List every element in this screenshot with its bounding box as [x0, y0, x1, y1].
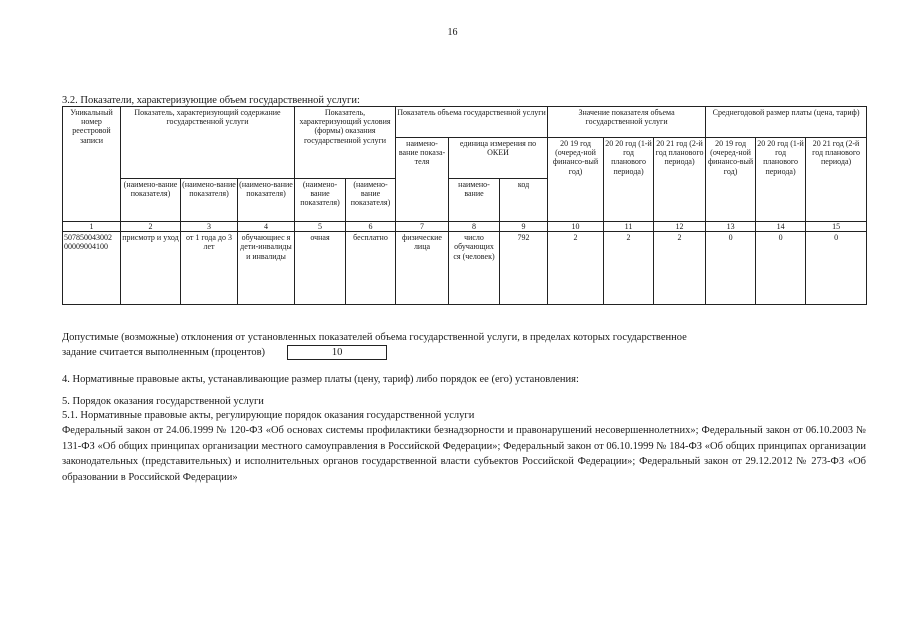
header-value-year-3: 20 21 год (2-й год планового периода) — [654, 138, 706, 222]
volume-indicator-name: физические лица — [396, 232, 449, 305]
volume-indicators-table — [62, 106, 867, 305]
header-sub-name-3: (наимено-вание показателя) — [181, 179, 238, 222]
content-indicator-2: от 1 года до 3 лет — [181, 232, 238, 305]
header-value-group: Значение показателя объема государственной услуги — [548, 107, 706, 138]
column-number: 3 — [181, 222, 238, 232]
value-year-2: 2 — [604, 232, 654, 305]
content-indicator-3: обучающиес я дети-инвалиды и инвалиды — [238, 232, 295, 305]
header-fee-group: Среднегодовой размер платы (цена, тариф) — [706, 107, 867, 138]
table-row — [63, 232, 867, 305]
unit-code: 792 — [500, 232, 548, 305]
volume-table-wrapper — [62, 106, 866, 305]
header-conditions-group: Показатель, характеризующий условия (формы) оказания государственной услуги — [295, 107, 396, 179]
column-number: 1 — [63, 222, 121, 232]
column-number: 2 — [121, 222, 181, 232]
column-number: 11 — [604, 222, 654, 232]
column-number: 9 — [500, 222, 548, 232]
deviation-paragraph — [62, 330, 862, 360]
value-year-3: 2 — [654, 232, 706, 305]
deviation-value-box: 10 — [287, 345, 387, 360]
header-sub-name-6: (наимено-вание показателя) — [346, 179, 396, 222]
unit-name: число обучающих ся (человек) — [449, 232, 500, 305]
condition-indicator-2: бесплатно — [346, 232, 396, 305]
section-5-heading: 5. Порядок оказания государственной услуги — [62, 396, 264, 407]
header-registry: Уникальный номер реестровой записи — [63, 107, 121, 222]
condition-indicator-1: очная — [295, 232, 346, 305]
header-unit-group: единица измерения по ОКЕИ — [449, 138, 548, 179]
column-number: 4 — [238, 222, 295, 232]
column-number: 14 — [756, 222, 806, 232]
laws-paragraph: Федеральный закон от 24.06.1999 № 120-ФЗ «Об основах системы профилактики безнадзорности и правонарушений несовершеннолетних»; Федеральный закон от 06.10.2003 № 131-ФЗ «Об общих принципах организации местного самоуправления в Российской Федерации»; Федеральный закон от 06.10.1999 № 184-ФЗ «Об общих принципах организации законодательных (представительных) и исполнительных органов государственной власти субъектов Российской Федерации»; Федеральный закон от 29.12.2012 № 273-ФЗ «Об образовании в Российской Федерации» — [62, 425, 866, 483]
header-value-year-2: 20 20 год (1-й год планового периода) — [604, 138, 654, 222]
header-unit-code: код — [500, 179, 548, 222]
section-title: 3.2. Показатели, характеризующие объем государственной услуги: — [62, 95, 360, 106]
header-sub-name-4: (наимено-вание показателя) — [238, 179, 295, 222]
fee-year-1: 0 — [706, 232, 756, 305]
column-number: 12 — [654, 222, 706, 232]
deviation-text-line-1: Допустимые (возможные) отклонения от установленных показателей объема государственной услуги, в пределах которых государственное — [62, 332, 687, 343]
value-year-1: 2 — [548, 232, 604, 305]
header-unit-name: наимено-вание — [449, 179, 500, 222]
header-sub-name-2: (наимено-вание показателя) — [121, 179, 181, 222]
header-value-year-1: 20 19 год (очеред-ной финансо-вый год) — [548, 138, 604, 222]
deviation-label: задание считается выполненным (процентов) — [62, 347, 266, 358]
column-number: 13 — [706, 222, 756, 232]
content-indicator-1: присмотр и уход — [121, 232, 181, 305]
header-volume-group: Показатель объема государственной услуги — [396, 107, 548, 138]
section-4-heading: 4. Нормативные правовые акты, устанавливающие размер платы (цену, тариф) либо порядок ее (его) установления: — [62, 374, 579, 385]
section-5-1-heading: 5.1. Нормативные правовые акты, регулирующие порядок оказания государственной услуги — [62, 410, 475, 421]
header-fee-year-3: 20 21 год (2-й год планового периода) — [806, 138, 867, 222]
header-sub-name-5: (наимено-вание показателя) — [295, 179, 346, 222]
page-number: 16 — [447, 27, 458, 38]
registry-number: 507850043002 00009004100 — [63, 232, 121, 305]
column-number: 10 — [548, 222, 604, 232]
column-number: 5 — [295, 222, 346, 232]
column-number: 8 — [449, 222, 500, 232]
deviation-text-line-2 — [62, 345, 862, 360]
column-number: 15 — [806, 222, 867, 232]
fee-year-2: 0 — [756, 232, 806, 305]
column-number: 6 — [346, 222, 396, 232]
fee-year-3: 0 — [806, 232, 867, 305]
header-content-group: Показатель, характеризующий содержание государственной услуги — [121, 107, 295, 179]
header-indicator-name: наимено-вание показа-теля — [396, 138, 449, 222]
header-fee-year-2: 20 20 год (1-й год планового периода) — [756, 138, 806, 222]
column-number: 7 — [396, 222, 449, 232]
header-fee-year-1: 20 19 год (очеред-ной финансо-вый год) — [706, 138, 756, 222]
